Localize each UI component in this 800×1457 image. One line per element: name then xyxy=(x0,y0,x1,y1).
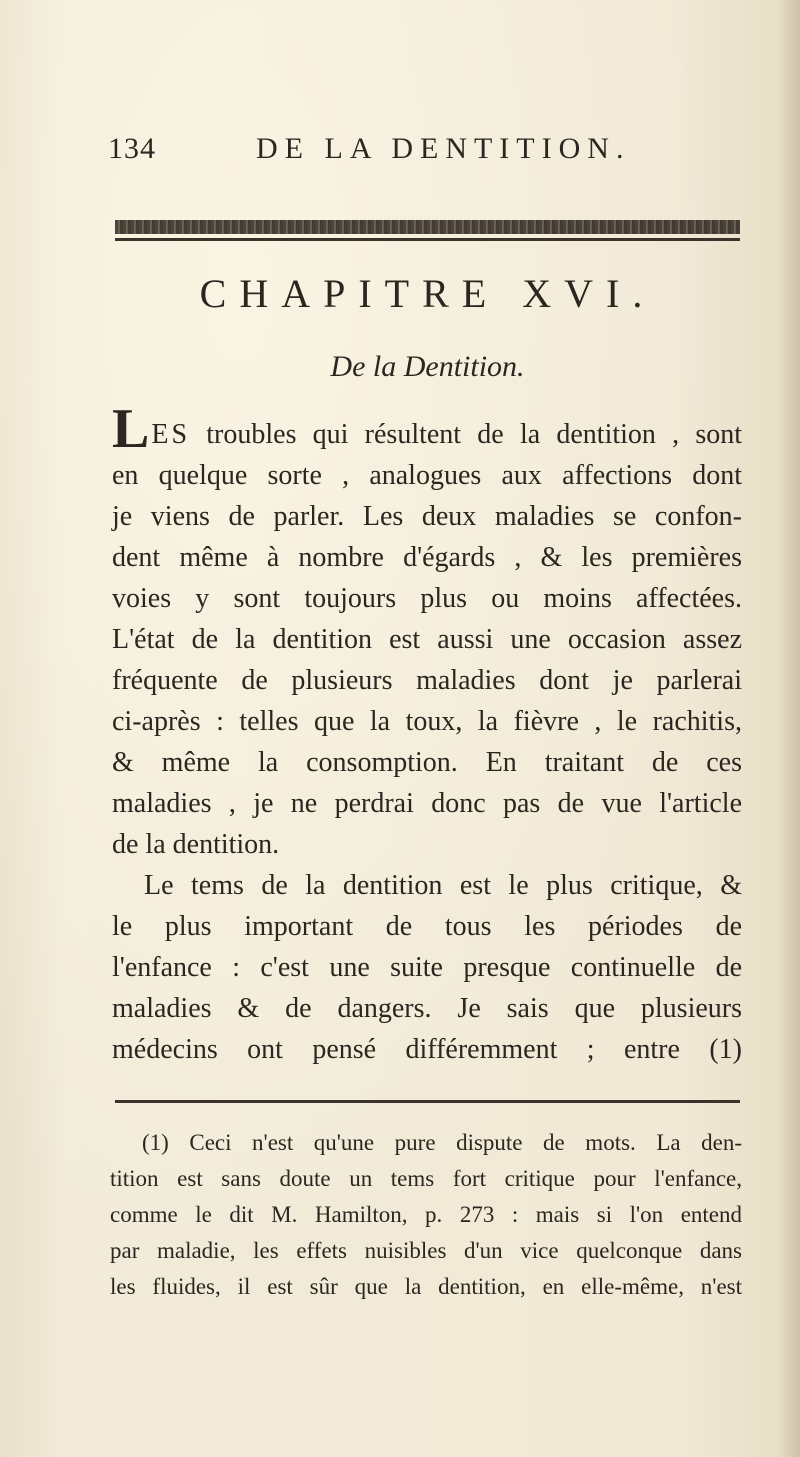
footnote-line: (1) Ceci n'est qu'une pure dispute de mots. La den- xyxy=(142,1130,742,1155)
text-line: dent même à nombre d'égards , & les premières xyxy=(112,542,742,573)
text-line: Le tems de la dentition est le plus critique, & xyxy=(144,870,742,901)
footnote-line: tition est sans doute un tems fort critique pour l'enfance, xyxy=(110,1166,742,1191)
running-head xyxy=(108,132,648,172)
text-line: & même la consomption. En traitant de ces xyxy=(112,747,742,778)
header-rule xyxy=(115,238,740,241)
text-line: fréquente de plusieurs maladies dont je parlerai xyxy=(112,665,742,696)
page-number: 134 xyxy=(108,132,156,165)
footnote-line: comme le dit M. Hamilton, p. 273 : mais si l'on entend xyxy=(110,1202,742,1227)
text-line: maladies & de dangers. Je sais que plusieurs xyxy=(112,993,742,1024)
text-line: je viens de parler. Les deux maladies se confon- xyxy=(112,501,742,532)
ornamental-rule xyxy=(115,220,740,234)
text-line: maladies , je ne perdrai donc pas de vue l'article xyxy=(112,788,742,819)
text-line: L'état de la dentition est aussi une occasion assez xyxy=(112,624,742,655)
footnotes xyxy=(110,1125,742,1305)
footnote-line: par maladie, les effets nuisibles d'un vice quelconque dans xyxy=(110,1238,742,1263)
text-line: médecins ont pensé différemment ; entre (1) xyxy=(112,1034,742,1065)
first-word-caps: ES xyxy=(151,419,191,450)
chapter-title: CHAPITRE XVI. xyxy=(199,271,656,316)
footnote-line: les fluides, il est sûr que la dentition, en elle-même, n'est xyxy=(110,1274,742,1299)
body-text xyxy=(112,398,742,1070)
footnote-rule xyxy=(115,1100,740,1103)
page-edge-shadow xyxy=(778,0,800,1457)
chapter-subtitle: De la Dentition. xyxy=(330,350,525,383)
running-title: DE LA DENTITION. xyxy=(256,132,631,165)
text-line: ci-après : telles que la toux, la fièvre , le rachitis, xyxy=(112,706,742,737)
text-line: l'enfance : c'est une suite presque continuelle de xyxy=(112,952,742,983)
text-line: de la dentition. xyxy=(112,829,280,860)
text-line-content: troubles qui résultent de la dentition , sont xyxy=(206,419,742,450)
text-line: voies y sont toujours plus ou moins affectées. xyxy=(112,583,742,614)
text-line: en quelque sorte , analogues aux affections dont xyxy=(112,460,742,491)
text-line: le plus important de tous les périodes de xyxy=(112,911,742,942)
text-line xyxy=(112,398,742,460)
drop-capital: L xyxy=(112,398,150,460)
